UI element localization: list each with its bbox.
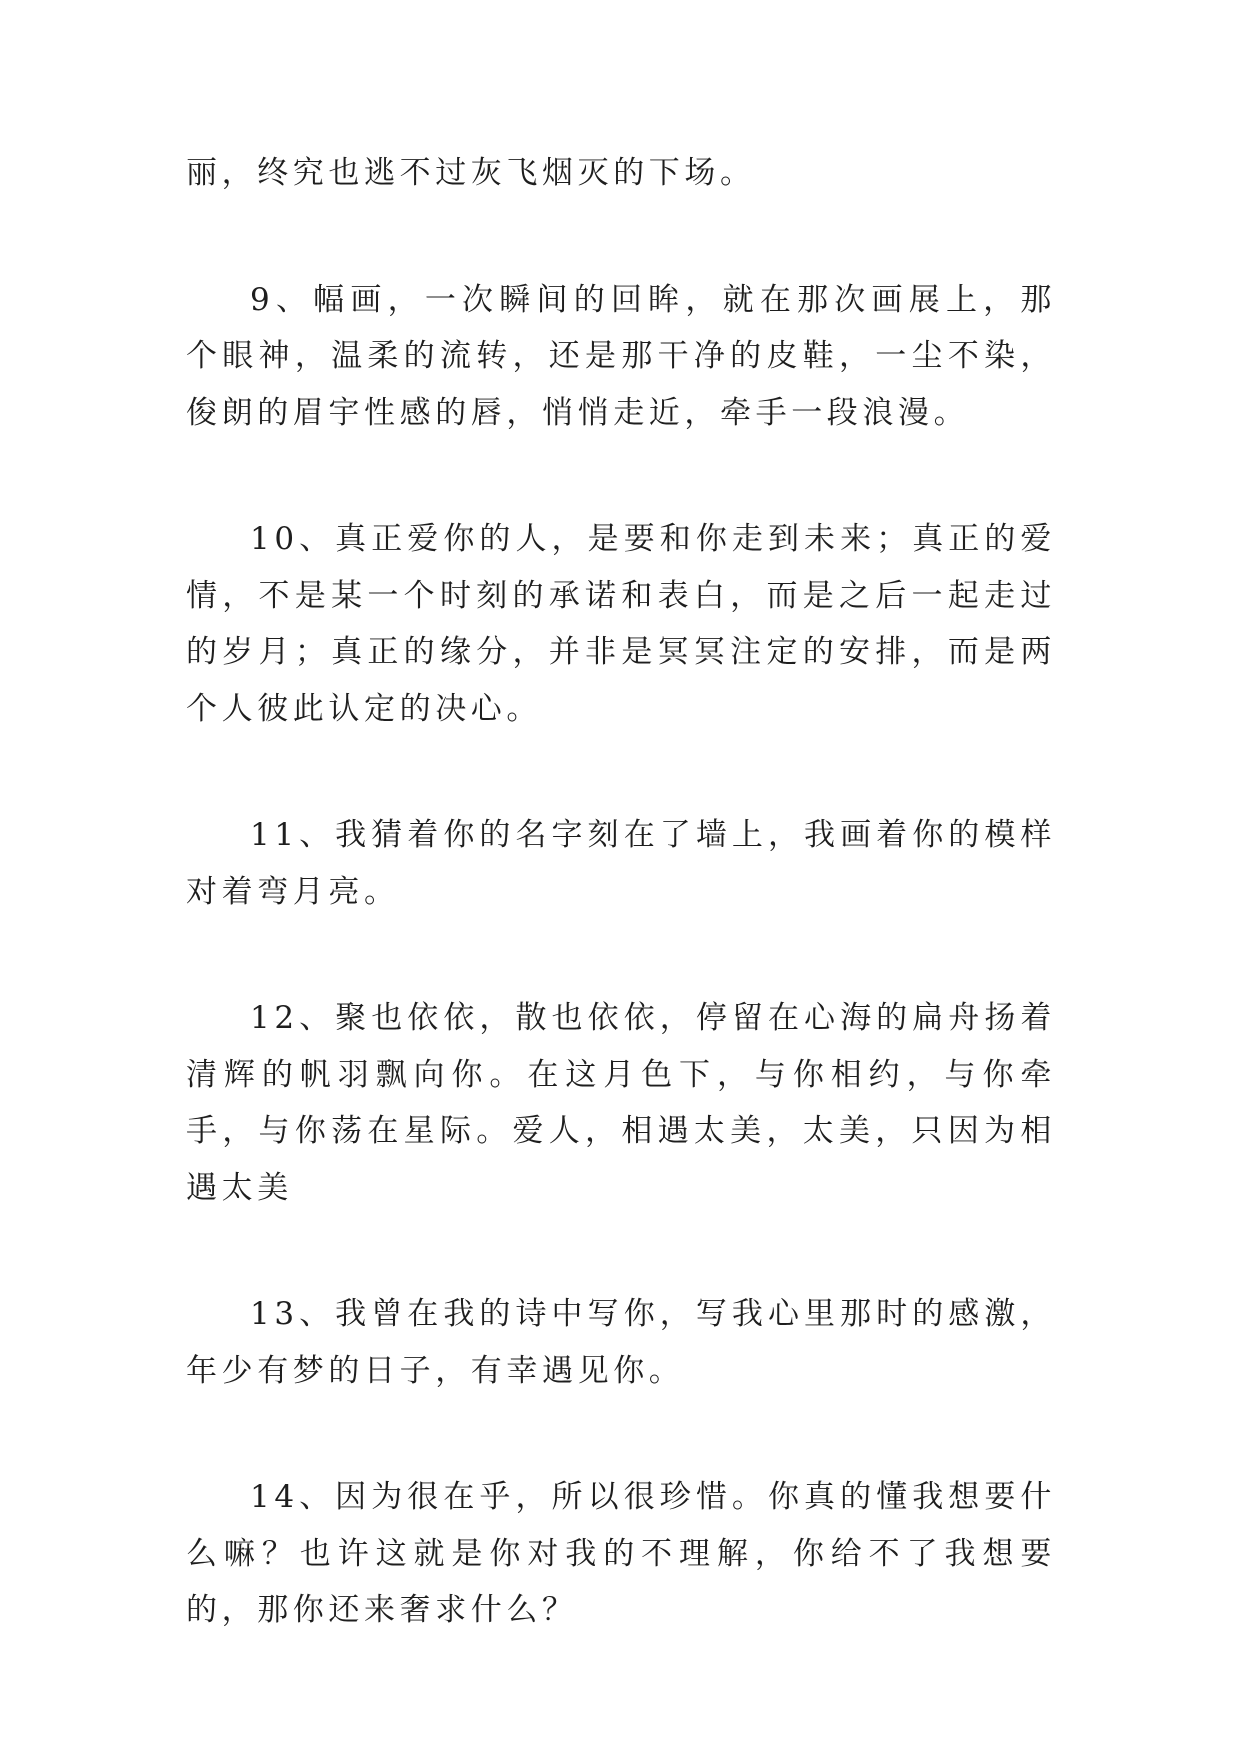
paragraph-11: 11、我猜着你的名字刻在了墙上，我画着你的模样对着弯月亮。 xyxy=(186,817,1056,910)
paragraph-9: 9、幅画，一次瞬间的回眸，就在那次画展上，那个眼神，温柔的流转，还是那干净的皮鞋，一尘不染，俊朗的眉宇性感的唇，悄悄走近，牵手一段浪漫。 xyxy=(186,281,1056,431)
paragraph-continuation: 丽，终究也逃不过灰飞烟灭的下场。 xyxy=(186,155,756,191)
paragraph-12: 12、聚也依依，散也依依，停留在心海的扁舟扬着清辉的帆羽飘向你。在这月色下，与你相约，与你牵手，与你荡在星际。爱人，相遇太美，太美，只因为相遇太美 xyxy=(186,1000,1056,1206)
paragraph-13: 13、我曾在我的诗中写你，写我心里那时的感激，年少有梦的日子，有幸遇见你。 xyxy=(186,1296,1056,1389)
document-body xyxy=(186,145,1056,1709)
paragraph-14: 14、因为很在乎，所以很珍惜。你真的懂我想要什么嘛？也许这就是你对我的不理解，你给不了我想要的，那你还来奢求什么？ xyxy=(186,1479,1056,1628)
paragraph-10: 10、真正爱你的人，是要和你走到未来；真正的爱情，不是某一个时刻的承诺和表白，而是之后一起走过的岁月；真正的缘分，并非是冥冥注定的安排，而是两个人彼此认定的决心。 xyxy=(186,521,1056,727)
